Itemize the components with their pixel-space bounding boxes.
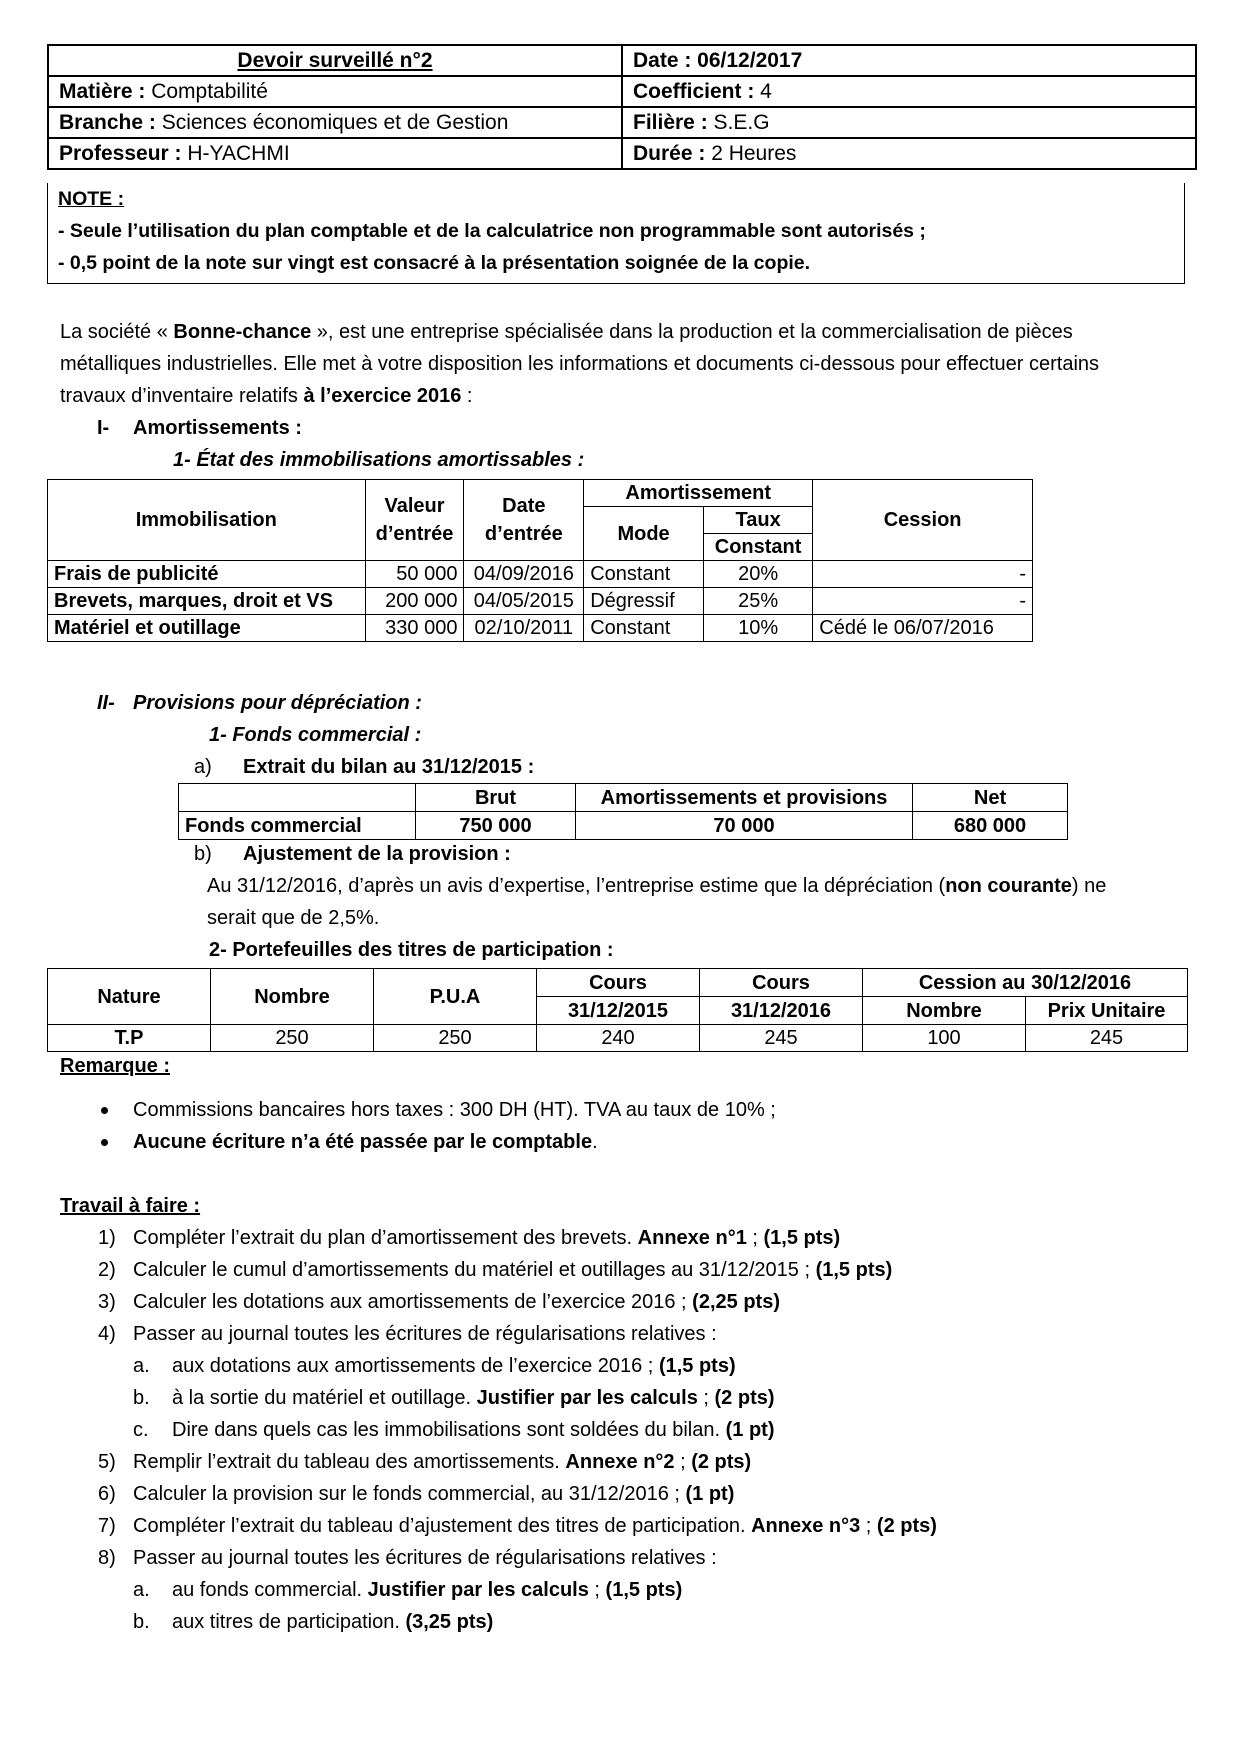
professeur: Professeur : H-YACHMI (48, 138, 622, 169)
th-cours-2: Cours (700, 969, 863, 997)
remarque-bullet-1: Commissions bancaires hors taxes : 300 DH (HT). TVA au taux de 10% ; (133, 1099, 776, 1121)
task-number: 7) (98, 1515, 116, 1537)
task-item: Calculer les dotations aux amortissements de l’exercice 2016 ; (2,25 pts) (133, 1291, 780, 1313)
task-item: Passer au journal toutes les écritures de régularisations relatives : (133, 1547, 717, 1569)
task-item: aux dotations aux amortissements de l’exercice 2016 ; (1,5 pts) (172, 1355, 736, 1377)
ajust-line-1: Au 31/12/2016, d’après un avis d’expertise, l’entreprise estime que la dépréciation (non courante) ne (207, 875, 1107, 897)
th-valeur: Valeur d’entrée (365, 480, 464, 561)
section-2-title: Provisions pour dépréciation : (133, 692, 422, 714)
th-cession: Cession (813, 480, 1033, 561)
travail-title: Travail à faire : (60, 1195, 201, 1217)
section-2-num: II- (97, 692, 115, 714)
task-item: Remplir l’extrait du tableau des amortissements. Annexe n°2 ; (2 pts) (133, 1451, 752, 1473)
remarque-title: Remarque : (60, 1055, 171, 1077)
task-item: à la sortie du matériel et outillage. Justifier par les calculs ; (2 pts) (172, 1387, 775, 1409)
th-brut: Brut (416, 784, 576, 812)
th-pua: P.U.A (374, 969, 537, 1025)
table-row: T.P 250 250 240 245 100 245 (48, 1025, 1188, 1052)
branche: Branche : Sciences économiques et de Gestion (48, 107, 622, 138)
task-number: a. (133, 1579, 150, 1601)
section-2-sub-1: 1- Fonds commercial : (209, 724, 422, 746)
table-row: Frais de publicité 50 000 04/09/2016 Constant 20% - (48, 561, 1033, 588)
task-number: a. (133, 1355, 150, 1377)
item-a-num: a) (194, 756, 212, 778)
table-row: Brevets, marques, droit et VS 200 000 04/05/2015 Dégressif 25% - (48, 588, 1033, 615)
note-box (47, 183, 1185, 284)
th-net: Net (913, 784, 1068, 812)
table-row: Fonds commercial 750 000 70 000 680 000 (179, 812, 1068, 840)
section-2-sub-2: 2- Portefeuilles des titres de participation : (209, 939, 614, 961)
th-taux-1: Taux (703, 507, 812, 534)
task-item: Compléter l’extrait du tableau d’ajustement des titres de participation. Annexe n°3 ; (2 pts) (133, 1515, 937, 1537)
doc-date: Date : 06/12/2017 (622, 45, 1196, 76)
task-item: Compléter l’extrait du plan d’amortissement des brevets. Annexe n°1 ; (1,5 pts) (133, 1227, 841, 1249)
task-item: aux titres de participation. (3,25 pts) (172, 1611, 494, 1633)
intro-line-1: La société « Bonne-chance », est une entreprise spécialisée dans la production et la commercialisation de pièces (60, 321, 1073, 343)
th-cession-nombre: Nombre (863, 997, 1026, 1025)
th-nombre: Nombre (211, 969, 374, 1025)
th-cession-tp: Cession au 30/12/2016 (863, 969, 1188, 997)
th-cours-1: Cours (537, 969, 700, 997)
task-number: 5) (98, 1451, 116, 1473)
duree: Durée : 2 Heures (622, 138, 1196, 169)
bilan-table (178, 783, 1068, 840)
table-row: Matériel et outillage 330 000 02/10/2011 Constant 10% Cédé le 06/07/2016 (48, 615, 1033, 642)
task-item: Calculer le cumul d’amortissements du matériel et outillages au 31/12/2015 ; (1,5 pts) (133, 1259, 893, 1281)
th-date-2016: 31/12/2016 (700, 997, 863, 1025)
item-a-title: Extrait du bilan au 31/12/2015 : (243, 756, 535, 778)
header-table (47, 44, 1197, 170)
th-nature: Nature (48, 969, 211, 1025)
task-number: 2) (98, 1259, 116, 1281)
task-number: 8) (98, 1547, 116, 1569)
note-line-1: - Seule l’utilisation du plan comptable et de la calculatrice non programmable sont autorisés ; (58, 220, 926, 242)
section-1-num: I- (97, 417, 110, 439)
matiere: Matière : Comptabilité (48, 76, 622, 107)
intro-line-2: métalliques industrielles. Elle met à votre disposition les informations et documents ci-dessous pour effectuer certains (60, 353, 1100, 375)
task-number: 6) (98, 1483, 116, 1505)
th-immobilisation: Immobilisation (48, 480, 366, 561)
intro-line-3: travaux d’inventaire relatifs à l’exercice 2016 : (60, 385, 473, 407)
th-amort-provisions: Amortissements et provisions (576, 784, 913, 812)
th-date-2015: 31/12/2015 (537, 997, 700, 1025)
item-b-num: b) (194, 843, 212, 865)
task-number: c. (133, 1419, 149, 1441)
task-number: 3) (98, 1291, 116, 1313)
remarque-bullet-2: Aucune écriture n’a été passée par le comptable. (133, 1131, 598, 1153)
note-title: NOTE : (58, 188, 125, 210)
th-date: Date d’entrée (464, 480, 584, 561)
task-item: Dire dans quels cas les immobilisations sont soldées du bilan. (1 pt) (172, 1419, 775, 1441)
ajust-line-2: serait que de 2,5%. (207, 907, 380, 929)
section-1-subtitle: 1- État des immobilisations amortissables : (173, 449, 585, 471)
bullet-icon (101, 1139, 108, 1146)
task-item: Passer au journal toutes les écritures de régularisations relatives : (133, 1323, 717, 1345)
filiere: Filière : S.E.G (622, 107, 1196, 138)
doc-title: Devoir surveillé n°2 (48, 45, 622, 76)
th-amortissement: Amortissement (584, 480, 813, 507)
th-mode: Mode (584, 507, 704, 561)
task-item: Calculer la provision sur le fonds commercial, au 31/12/2016 ; (1 pt) (133, 1483, 735, 1505)
note-line-2: - 0,5 point de la note sur vingt est consacré à la présentation soignée de la copie. (58, 252, 811, 274)
bullet-icon (101, 1107, 108, 1114)
item-b-title: Ajustement de la provision : (243, 843, 511, 865)
immobilisations-table (47, 479, 1033, 642)
th-prix-unitaire: Prix Unitaire (1026, 997, 1188, 1025)
coefficient: Coefficient : 4 (622, 76, 1196, 107)
task-number: b. (133, 1387, 150, 1409)
task-item: au fonds commercial. Justifier par les calculs ; (1,5 pts) (172, 1579, 683, 1601)
th-taux-2: Constant (703, 534, 812, 561)
task-number: b. (133, 1611, 150, 1633)
task-number: 1) (98, 1227, 116, 1249)
task-number: 4) (98, 1323, 116, 1345)
titres-table (47, 968, 1188, 1052)
section-1-title: Amortissements : (133, 417, 302, 439)
